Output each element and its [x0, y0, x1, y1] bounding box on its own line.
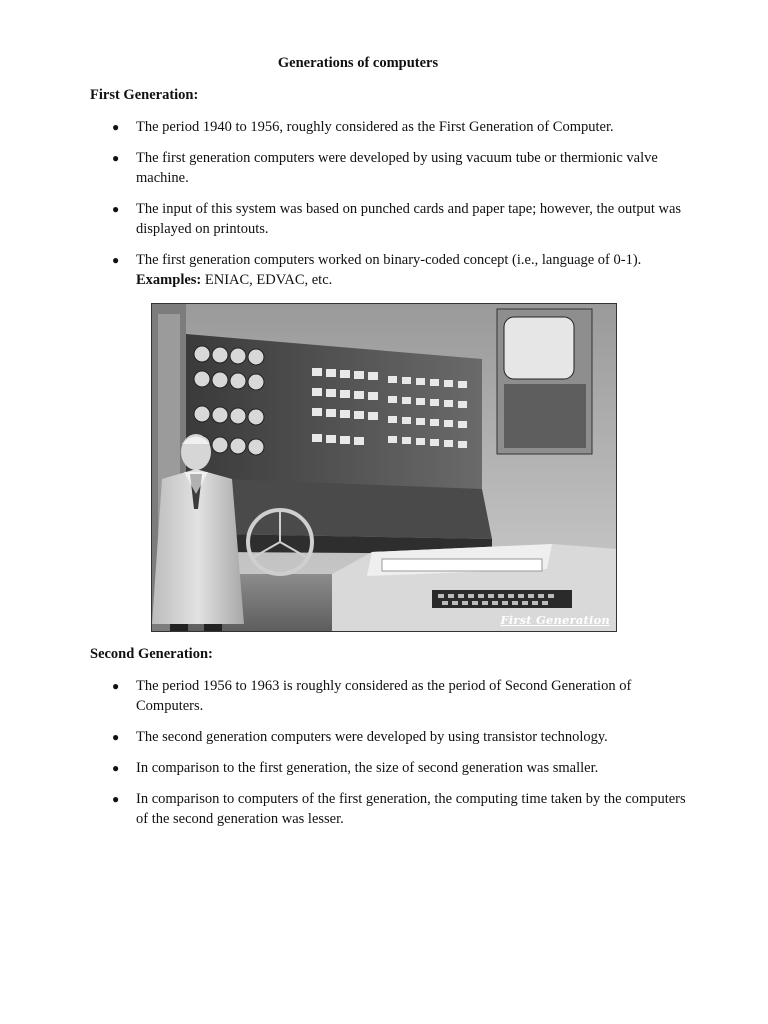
examples-text: ENIAC, EDVAC, etc. [201, 272, 333, 288]
list-item [90, 148, 690, 188]
vintage-computer-illustration [152, 304, 617, 632]
bullet-icon: ● [112, 792, 120, 806]
first-generation-photo [151, 303, 617, 632]
document-title: Generations of computers [277, 55, 439, 71]
bullet-icon: ● [112, 253, 120, 267]
bullet-text: In comparison to computers of the first generation, the computing time taken by the computers of the second generation was lesser. [136, 791, 686, 827]
first-generation-heading: First Generation: [90, 87, 199, 103]
list-item [90, 199, 690, 239]
bullet-icon: ● [112, 202, 120, 216]
bullet-text: In comparison to the first generation, the size of second generation was smaller. [136, 760, 599, 776]
bullet-text: The input of this system was based on punched cards and paper tape; however, the output was displayed on printouts. [136, 201, 682, 237]
bullet-icon: ● [112, 761, 120, 775]
figure-caption: First Generation [500, 613, 610, 627]
list-item [90, 676, 690, 716]
list-item [90, 789, 690, 829]
bullet-text: The first generation computers worked on binary-coded concept (i.e., language of 0-1). [136, 252, 642, 268]
bullet-text: The period 1956 to 1963 is roughly considered as the period of Second Generation of Computers. [136, 678, 632, 714]
list-item [90, 758, 690, 778]
second-generation-heading: Second Generation: [90, 646, 213, 662]
first-generation-list [90, 117, 690, 301]
bullet-icon: ● [112, 679, 120, 693]
bullet-text: The period 1940 to 1956, roughly considered as the First Generation of Computer. [136, 119, 614, 135]
list-item [90, 727, 690, 747]
bullet-text: The second generation computers were developed by using transistor technology. [136, 729, 608, 745]
bullet-icon: ● [112, 730, 120, 744]
list-item [90, 250, 690, 290]
bullet-icon: ● [112, 151, 120, 165]
examples-label: Examples: [136, 272, 202, 288]
bullet-icon: ● [112, 120, 120, 134]
bullet-text: The first generation computers were developed by using vacuum tube or thermionic valve machine. [136, 150, 658, 186]
second-generation-list [90, 676, 690, 840]
list-item [90, 117, 690, 137]
